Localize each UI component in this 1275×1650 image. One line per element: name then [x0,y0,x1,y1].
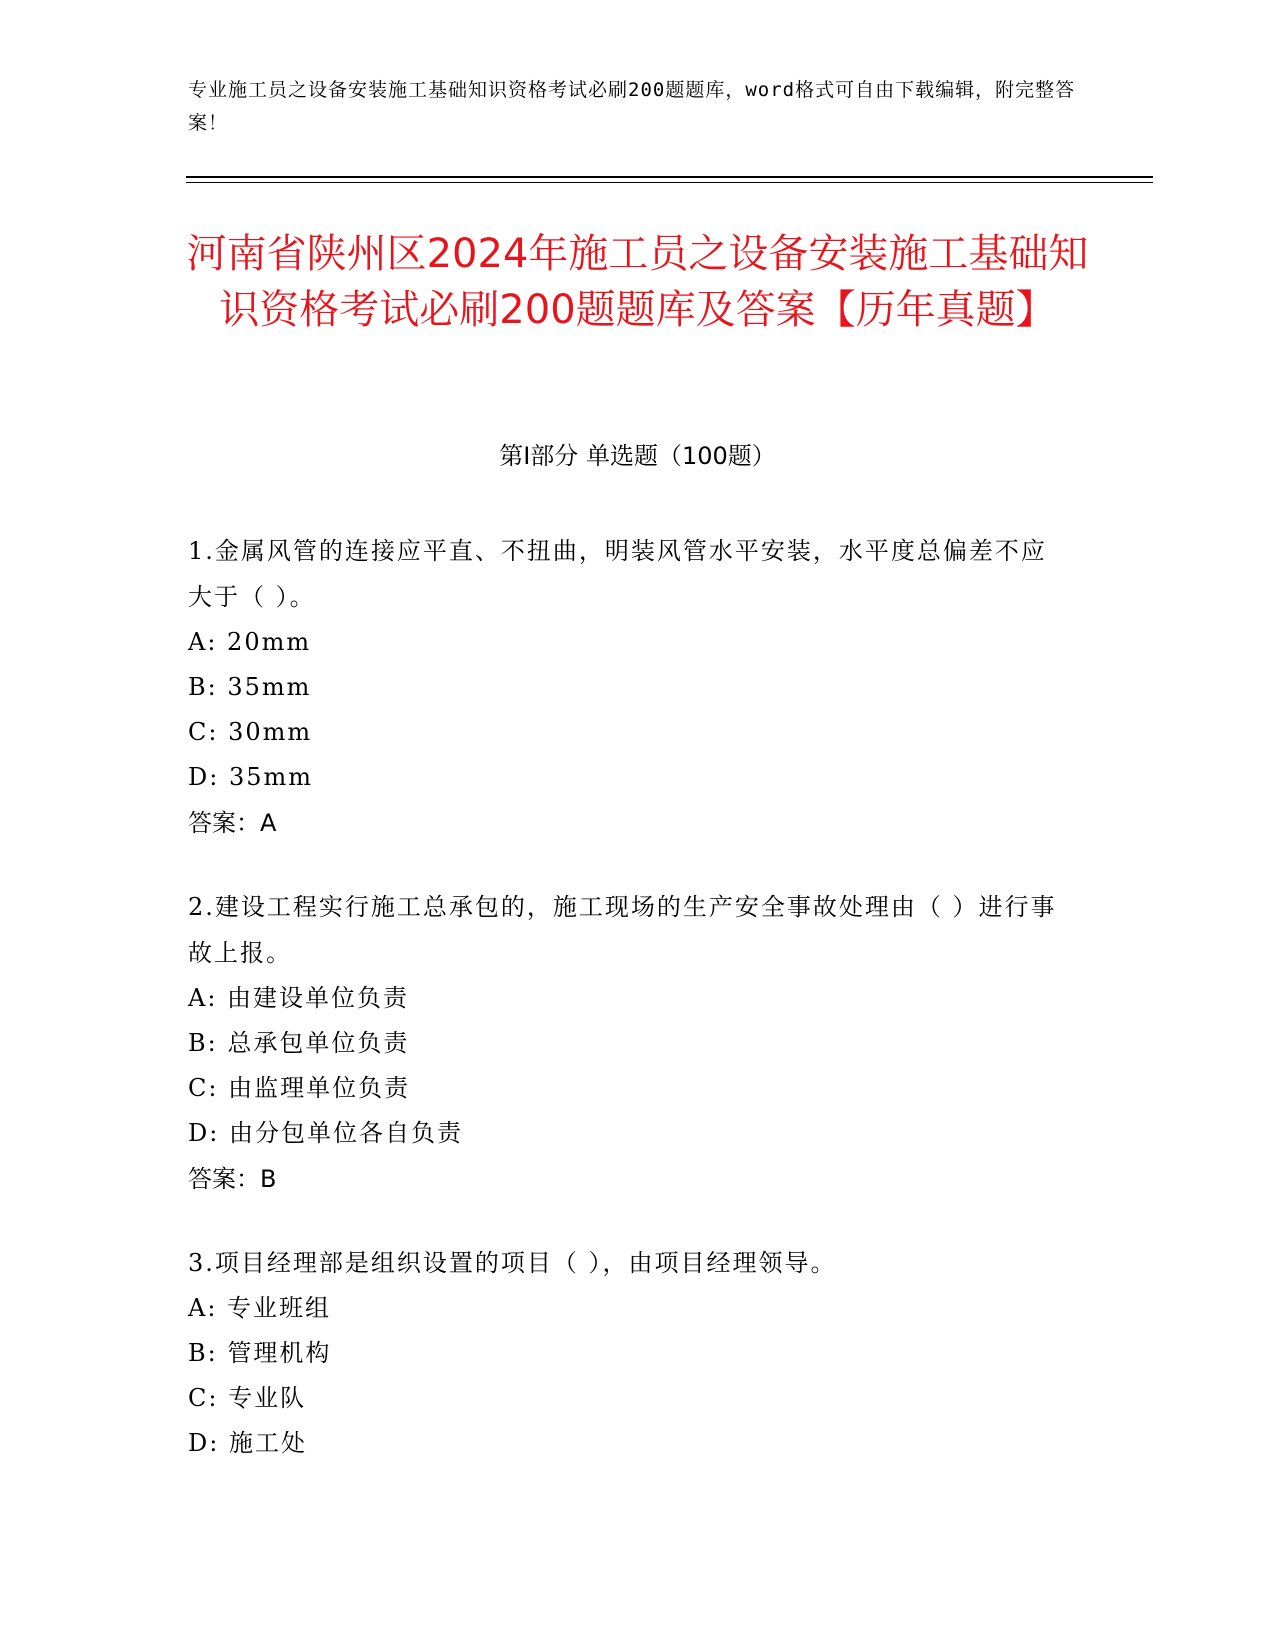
section-heading: 第I部分 单选题（100题） [499,442,776,470]
header-rule-thin [186,182,1153,183]
question-2 [188,884,1068,1202]
option-a: A: 专业班组 [188,1294,332,1322]
question-stem: 3.项目经理部是组织设置的项目（ ），由项目经理领导。 [188,1249,837,1277]
option-a: A: 20mm [188,628,312,656]
option-c: C: 由监理单位负责 [188,1074,411,1102]
option-d: D: 施工处 [188,1429,307,1457]
question-1 [188,528,1068,846]
option-b: B: 管理机构 [188,1339,332,1367]
header-rule-thick [186,176,1153,178]
answer: 答案：B [188,1165,277,1193]
question-3 [188,1240,1068,1466]
answer: 答案：A [188,809,277,837]
question-stem: 2.建设工程实行施工总承包的，施工现场的生产安全事故处理由（ ）进行事故上报。 [188,893,1057,967]
option-d: D: 由分包单位各自负责 [188,1119,463,1147]
option-c: C: 专业队 [188,1384,307,1412]
option-a: A: 由建设单位负责 [188,984,410,1012]
option-b: B: 35mm [188,673,312,701]
question-stem: 1.金属风管的连接应平直、不扭曲，明装风管水平安装，水平度总偏差不应大于（ ）。 [188,537,1047,611]
document-title: 河南省陕州区2024年施工员之设备安装施工基础知识资格考试必刷200题题库及答案【历年真题】 [186,231,1089,333]
option-c: C: 30mm [188,718,313,746]
option-d: D: 35mm [188,763,314,791]
question-list [188,528,1068,1504]
option-b: B: 总承包单位负责 [188,1029,410,1057]
header-note: 专业施工员之设备安装施工基础知识资格考试必刷200题题库，word格式可自由下载编辑，附完整答案！ [188,79,1076,134]
